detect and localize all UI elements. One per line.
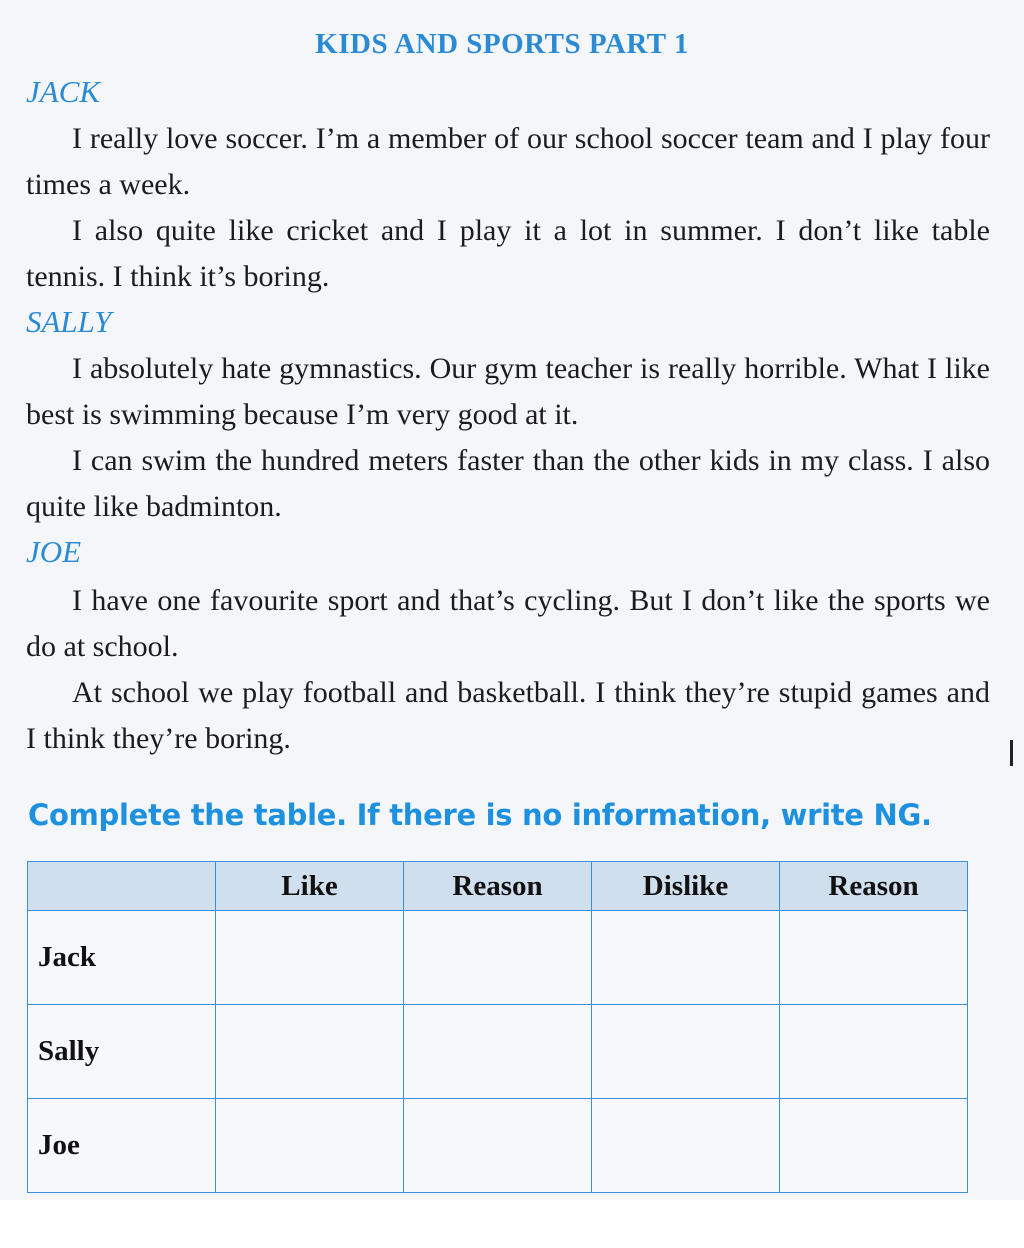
table-instruction: Complete the table. If there is no information, write NG. [28, 798, 932, 832]
sally-paragraph-1: I absolutely hate gymnastics. Our gym teacher is really horrible. What I like best is swimming because I’m very good at it. [26, 352, 990, 431]
jack-dislike-cell[interactable] [592, 911, 780, 1005]
header-reason-dislike: Reason [780, 862, 968, 911]
joe-paragraph-2: At school we play football and basketball. I think they’re stupid games and I think they’re boring. [26, 676, 990, 755]
row-label-joe: Joe [28, 1099, 216, 1193]
sally-like-reason-cell[interactable] [404, 1005, 592, 1099]
header-blank [28, 862, 216, 911]
text-cursor-mark [1010, 740, 1013, 766]
table-row [28, 911, 968, 1005]
jack-like-reason-cell[interactable] [404, 911, 592, 1005]
header-reason-like: Reason [404, 862, 592, 911]
joe-dislike-reason-cell[interactable] [780, 1099, 968, 1193]
joe-dislike-cell[interactable] [592, 1099, 780, 1193]
speaker-sally: SALLY [26, 304, 112, 339]
row-label-jack: Jack [28, 911, 216, 1005]
jack-paragraph-2: I also quite like cricket and I play it a lot in summer. I don’t like table tennis. I think it’s boring. [26, 214, 990, 293]
header-dislike: Dislike [592, 862, 780, 911]
sally-dislike-cell[interactable] [592, 1005, 780, 1099]
sally-paragraph-2: I can swim the hundred meters faster than the other kids in my class. I also quite like badminton. [26, 444, 990, 523]
table-row [28, 1099, 968, 1193]
joe-paragraph-1: I have one favourite sport and that’s cycling. But I don’t like the sports we do at school. [26, 584, 990, 663]
speaker-joe: JOE [26, 534, 82, 569]
table-row [28, 1005, 968, 1099]
joe-like-cell[interactable] [216, 1099, 404, 1193]
jack-dislike-reason-cell[interactable] [780, 911, 968, 1005]
answer-table [27, 861, 968, 1193]
sally-like-cell[interactable] [216, 1005, 404, 1099]
jack-paragraph-1: I really love soccer. I’m a member of our school soccer team and I play four times a week. [26, 122, 990, 201]
jack-like-cell[interactable] [216, 911, 404, 1005]
row-label-sally: Sally [28, 1005, 216, 1099]
table-header-row [28, 862, 968, 911]
page-margin [0, 1200, 1024, 1248]
header-like: Like [216, 862, 404, 911]
sally-dislike-reason-cell[interactable] [780, 1005, 968, 1099]
speaker-jack: JACK [26, 74, 101, 109]
joe-like-reason-cell[interactable] [404, 1099, 592, 1193]
page-title: KIDS AND SPORTS PART 1 [315, 28, 689, 60]
